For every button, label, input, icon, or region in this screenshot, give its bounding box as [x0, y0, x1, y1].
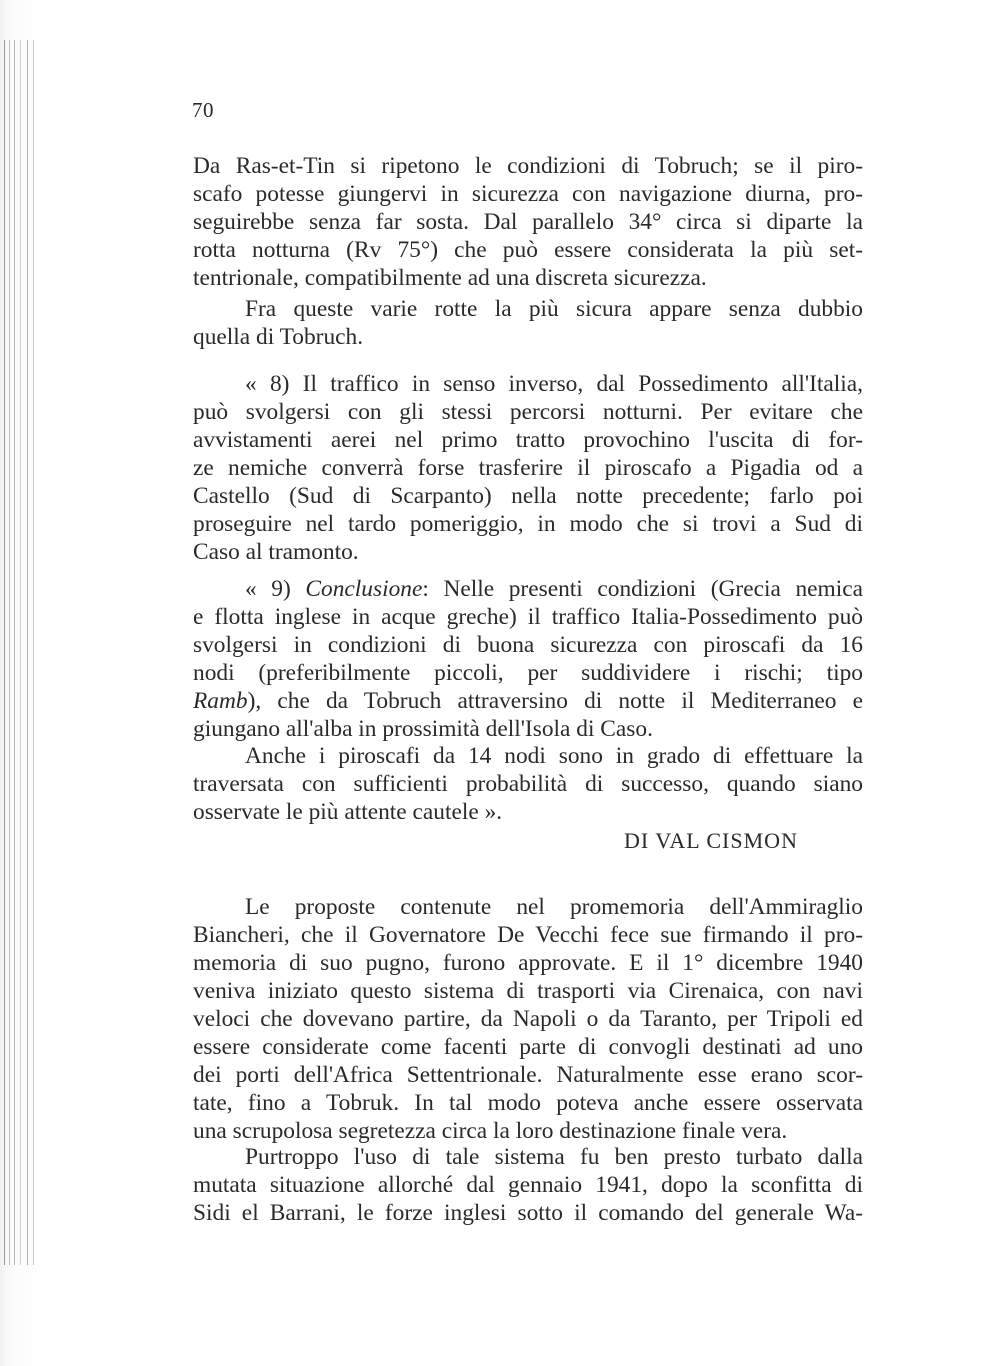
- text-segment: ), che da Tobruch attraversino di notte il Mediterraneo e: [247, 688, 863, 714]
- text-line: Purtroppo l'uso di tale sistema fu ben presto turbato dalla: [245, 1144, 863, 1170]
- text-line: [193, 575, 863, 603]
- text-line: memoria di suo pugno, furono approvate. E il 1° dicembre 1940: [193, 950, 863, 976]
- text-line: Caso al tramonto.: [193, 539, 359, 565]
- binding-spine-line: [14, 40, 15, 1265]
- quoted-paragraph: [193, 742, 863, 826]
- binding-spine-line: [4, 40, 5, 1265]
- paragraph: [193, 1143, 863, 1227]
- text-line: traversata con sufficienti probabilità di successo, quando siano: [193, 771, 863, 797]
- text-line: osservate le più attente cautele ».: [193, 799, 503, 825]
- text-segment: : Nelle presenti condizioni (Grecia nemica: [422, 576, 863, 602]
- text-line: avvistamenti aerei nel primo tratto provochino l'uscita di for-: [193, 427, 863, 453]
- binding-spine-line: [27, 40, 28, 1265]
- italic-term: Conclusione: [305, 576, 423, 602]
- quoted-paragraph: [193, 370, 863, 566]
- text-line: e flotta inglese in acque greche) il traffico Italia-Possedimento può: [193, 604, 863, 630]
- text-line: rotta notturna (Rv 75°) che può essere considerata la più set-: [193, 237, 863, 263]
- text-line: proseguire nel tardo pomeriggio, in modo che si trovi a Sud di: [193, 511, 863, 537]
- text-line: nodi (preferibilmente piccoli, per suddividere i rischi; tipo: [193, 660, 863, 686]
- text-line: Castello (Sud di Scarpanto) nella notte precedente; farlo poi: [193, 483, 863, 509]
- paragraph: [193, 893, 863, 1145]
- quoted-paragraph: [193, 575, 863, 743]
- text-line: « 8) Il traffico in senso inverso, dal Possedimento all'Italia,: [245, 371, 863, 397]
- binding-spine-line: [20, 40, 21, 1265]
- text-line: veniva iniziato questo sistema di trasporti via Cirenaica, con navi: [193, 978, 863, 1004]
- text-line: Sidi el Barrani, le forze inglesi sotto il comando del generale Wa-: [193, 1200, 863, 1226]
- text-line: tate, fino a Tobruk. In tal modo poteva anche essere osservata: [193, 1090, 863, 1116]
- text-line: seguirebbe senza far sosta. Dal parallelo 34° circa si diparte la: [193, 209, 863, 235]
- text-line: Da Ras-et-Tin si ripetono le condizioni di Tobruch; se il piro-: [193, 153, 863, 179]
- binding-spine-line: [9, 40, 10, 1265]
- text-line: ze nemiche converrà forse trasferire il piroscafo a Pigadia od a: [193, 455, 863, 481]
- text-line: scafo potesse giungervi in sicurezza con navigazione diurna, pro-: [193, 181, 863, 207]
- text-line: tentrionale, compatibilmente ad una discreta sicurezza.: [193, 265, 707, 291]
- text-line: può svolgersi con gli stessi percorsi notturni. Per evitare che: [193, 399, 863, 425]
- page-number: 70: [192, 98, 214, 122]
- text-line: Fra queste varie rotte la più sicura appare senza dubbio: [245, 296, 863, 322]
- italic-term: Ramb: [193, 688, 248, 714]
- text-line: una scrupolosa segretezza circa la loro destinazione finale vera.: [193, 1118, 788, 1144]
- text-line: Le proposte contenute nel promemoria dell'Ammiraglio: [245, 894, 863, 920]
- text-line: [193, 687, 863, 715]
- text-line: giungano all'alba in prossimità dell'Isola di Caso.: [193, 716, 653, 742]
- binding-spine-line: [33, 40, 34, 1265]
- paragraph: [193, 295, 863, 351]
- text-line: Biancheri, che il Governatore De Vecchi fece sue firmando il pro-: [193, 922, 863, 948]
- text-line: essere considerate come facenti parte di convogli destinati ad uno: [193, 1034, 863, 1060]
- text-segment: « 9): [245, 576, 306, 602]
- text-line: svolgersi in condizioni di buona sicurezza con piroscafi da 16: [193, 632, 863, 658]
- text-line: quella di Tobruch.: [193, 324, 364, 350]
- text-line: mutata situazione allorché dal gennaio 1941, dopo la sconfitta di: [193, 1172, 863, 1198]
- text-line: Anche i piroscafi da 14 nodi sono in grado di effettuare la: [245, 743, 863, 769]
- author-signature: DI VAL CISMON: [624, 828, 798, 853]
- paragraph: [193, 152, 863, 292]
- text-line: dei porti dell'Africa Settentrionale. Naturalmente esse erano scor-: [193, 1062, 863, 1088]
- text-line: veloci che dovevano partire, da Napoli o da Taranto, per Tripoli ed: [193, 1006, 863, 1032]
